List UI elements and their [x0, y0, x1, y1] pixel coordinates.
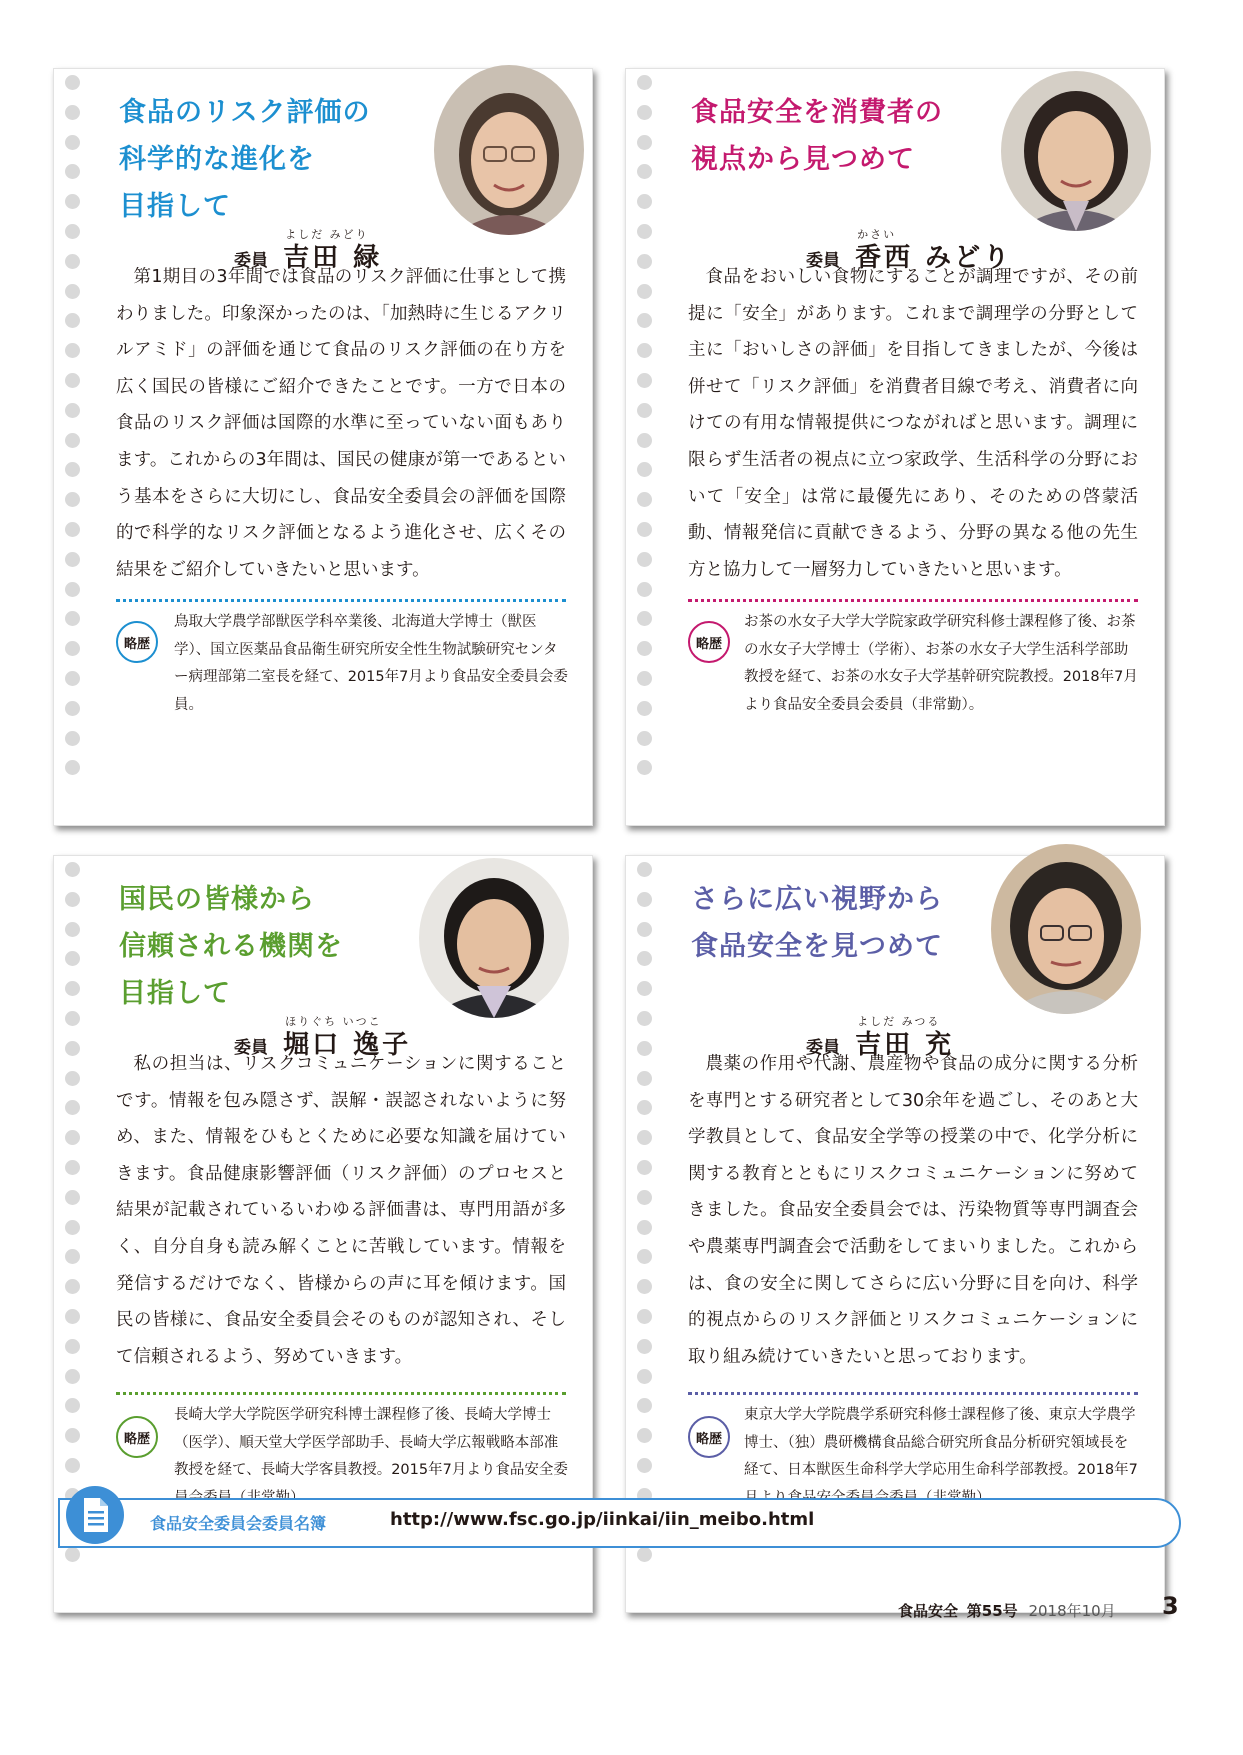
page-number: 3: [1162, 1592, 1179, 1620]
binder-hole: [65, 1339, 80, 1354]
binder-hole: [637, 1458, 652, 1473]
member-portrait: [419, 858, 569, 1018]
binder-hole: [65, 1369, 80, 1384]
binder-hole: [65, 701, 80, 716]
name-reading: よしだ みどり: [285, 228, 369, 241]
binder-hole: [65, 403, 80, 418]
binder-hole: [65, 1130, 80, 1145]
member-name: よしだ みどり 吉田 緑: [283, 228, 383, 273]
binder-hole: [637, 75, 652, 90]
binder-hole: [637, 194, 652, 209]
binder-hole: [65, 343, 80, 358]
member-name: よしだ みつる 吉田 充: [855, 1015, 955, 1060]
binder-hole: [65, 981, 80, 996]
binder-hole: [637, 760, 652, 775]
binder-hole: [637, 552, 652, 567]
binder-hole: [65, 462, 80, 477]
binder-hole: [637, 1339, 652, 1354]
role-label: 委員: [234, 1038, 268, 1058]
binder-hole: [637, 522, 652, 537]
binder-hole: [65, 892, 80, 907]
binder-hole: [65, 1428, 80, 1443]
binder-hole: [65, 194, 80, 209]
bio-text: 長崎大学大学院医学研究科博士課程修了後、長崎大学博士（医学）、順天堂大学医学部助手、長崎大学広報戦略本部准教授を経て、長崎大学客員教授。2015年7月より食品安全委: [174, 1407, 568, 1478]
binder-hole: [637, 373, 652, 388]
binder-hole: [637, 164, 652, 179]
binder-hole: [65, 552, 80, 567]
magazine-name: 食品安全: [898, 1602, 959, 1620]
bio-badge: 略歴: [116, 1416, 158, 1458]
dotted-separator: [688, 1392, 1138, 1395]
binder-hole: [637, 1041, 652, 1056]
issue-date: 2018年10月: [1028, 1602, 1116, 1620]
name-reading: かさい: [857, 228, 897, 241]
role-label: 委員: [234, 251, 268, 271]
binder-hole: [65, 760, 80, 775]
binder-hole: [65, 1100, 80, 1115]
binder-hole: [637, 462, 652, 477]
binder-hole: [65, 254, 80, 269]
member-portrait: [434, 65, 584, 235]
page-footer: [898, 1600, 1116, 1621]
binder-hole: [637, 582, 652, 597]
card-title: さらに広い視野から 食品安全を見つめて: [691, 884, 943, 962]
binder-hole: [637, 1011, 652, 1026]
dotted-separator: [116, 1392, 566, 1395]
binder-hole: [65, 641, 80, 656]
binder-hole: [65, 582, 80, 597]
binder-hole: [65, 1220, 80, 1235]
binder-hole: [65, 105, 80, 120]
binder-hole: [65, 1249, 80, 1264]
binder-hole: [637, 1398, 652, 1413]
binder-hole: [65, 1279, 80, 1294]
ring-holes: [65, 862, 85, 1577]
binder-hole: [637, 1130, 652, 1145]
binder-hole: [637, 892, 652, 907]
dotted-separator: [688, 599, 1138, 602]
card-body: 第1期目の3年間では食品のリスク評価に仕事として携わりました。印象深かったのは、「加熱時に生じるアクリルアミド」の評価を通じて食品のリスク評価の在り方を広く国民の皆様にご紹介できたことです。一方で日本の食品のリスク評価は国際的水準に至っていない面もあります。これからの3年間は、国民の健康が第一であるという基本をさらに大切にし、食品安全委員会の評価を国際的で科学的なリスク評価となるよう進化させ、広くその結果をご紹介していきたいと思います。: [116, 267, 566, 580]
binder-hole: [637, 641, 652, 656]
binder-hole: [637, 862, 652, 877]
binder-hole: [65, 164, 80, 179]
name-reading: よしだ みつる: [857, 1015, 941, 1028]
card-title: 食品のリスク評価の 科学的な進化を 目指して: [119, 97, 371, 222]
binder-hole: [637, 403, 652, 418]
name-reading: ほりぐち いつこ: [285, 1015, 382, 1028]
binder-hole: [65, 75, 80, 90]
binder-hole: [637, 1190, 652, 1205]
binder-hole: [637, 922, 652, 937]
ring-holes: [65, 75, 85, 790]
binder-hole: [637, 611, 652, 626]
binder-hole: [637, 1100, 652, 1115]
card-body: 私の担当は、リスクコミュニケーションに関することです。情報を包み隠さず、誤解・誤認されないように努め、また、情報をひもとくために必要な知識を届けていきます。食品健康影響評価（リスク評価）のプロセスと結果が記載されているいわゆる評価書は、専門用語が多く、自分自身も読み解くことに苦戦しています。情報を発信するだけでなく、皆様からの声に耳を傾けます。国民の皆様に、食品安全委員会そのものが認知され、そして信頼されるよう、努めていきます。: [116, 1054, 566, 1367]
binder-hole: [65, 951, 80, 966]
member-name: かさい 香西 みどり: [855, 228, 1013, 273]
binder-hole: [65, 1071, 80, 1086]
binder-hole: [637, 1309, 652, 1324]
binder-hole: [637, 1279, 652, 1294]
binder-hole: [65, 1190, 80, 1205]
binder-hole: [637, 671, 652, 686]
binder-hole: [637, 284, 652, 299]
binder-hole: [65, 731, 80, 746]
issue-number: 第55号: [966, 1602, 1018, 1620]
card-body: 農薬の作用や代謝、農産物や食品の成分に関する分析を専門とする研究者として30余年を過ごし、そのあと大学教員として、食品安全学等の授業の中で、化学分析に関する教育とともにリスクコミュニケーションに努めてきました。食品安全委員会では、汚染物質等専門調査会や農薬専門調査会で活動をしてまいりました。これからは、食の安全に関してさらに広い分野に目を向け、科学的視点からのリスク評価とリスクコミュニケーションに取り組み続けていきたいと思っております。: [688, 1054, 1138, 1367]
binder-hole: [637, 1249, 652, 1264]
binder-hole: [637, 254, 652, 269]
binder-hole: [637, 224, 652, 239]
binder-hole: [637, 731, 652, 746]
binder-hole: [65, 862, 80, 877]
binder-hole: [637, 1220, 652, 1235]
ring-holes: [637, 862, 657, 1577]
link-label: 食品安全委員会委員名簿: [150, 1514, 327, 1533]
binder-hole: [65, 1160, 80, 1175]
dotted-separator: [116, 599, 566, 602]
document-icon: [66, 1486, 124, 1544]
bio-text: お茶の水女子大学大学院家政学研究科修士課程修了後、お茶の水女子大学博士（学術）、お茶の水女子大学生活科学部助教授を経て、お茶の水女子大学基幹研究院教授。2018年7月より食品安全委員会委員（非常勤）。: [744, 614, 1138, 713]
binder-hole: [637, 343, 652, 358]
binder-hole: [65, 284, 80, 299]
binder-hole: [65, 922, 80, 937]
binder-hole: [65, 1309, 80, 1324]
member-list-link[interactable]: http://www.fsc.go.jp/iinkai/iin_meibo.html: [390, 1509, 815, 1530]
binder-hole: [637, 1160, 652, 1175]
binder-hole: [65, 1041, 80, 1056]
binder-hole: [65, 492, 80, 507]
binder-hole: [65, 135, 80, 150]
binder-hole: [65, 1458, 80, 1473]
binder-hole: [637, 1071, 652, 1086]
bio-text: 東京大学大学院農学系研究科修士課程修了後、東京大学農学博士、（独）農研機構食品総合研究所食品分析研究領域長を経て、日本獣医生命科学大学応用生命科学部教授。2018年7: [744, 1407, 1138, 1478]
card-title: 国民の皆様から 信頼される機関を 目指して: [119, 884, 343, 1009]
bio-text: 鳥取大学農学部獣医学科卒業後、北海道大学博士（獣医学）、国立医薬品食品衛生研究所安全性生物試験研究センター病理部第二室長を経て、2015年7月より食品安全委員会委員。: [174, 614, 568, 713]
member-portrait: [1001, 71, 1151, 231]
binder-hole: [65, 224, 80, 239]
binder-hole: [637, 313, 652, 328]
member-card: [53, 68, 593, 826]
binder-hole: [637, 701, 652, 716]
binder-hole: [637, 492, 652, 507]
bio-badge: 略歴: [688, 1416, 730, 1458]
binder-hole: [65, 671, 80, 686]
binder-hole: [637, 1369, 652, 1384]
member-name: ほりぐち いつこ 堀口 逸子: [283, 1015, 412, 1060]
binder-hole: [65, 1547, 80, 1562]
binder-hole: [637, 135, 652, 150]
member-portrait: [991, 844, 1141, 1014]
ring-holes: [637, 75, 657, 790]
member-card: [625, 68, 1165, 826]
binder-hole: [65, 522, 80, 537]
binder-hole: [65, 611, 80, 626]
bio-badge: 略歴: [688, 621, 730, 663]
binder-hole: [65, 1398, 80, 1413]
binder-hole: [65, 373, 80, 388]
binder-hole: [65, 433, 80, 448]
card-title: 食品安全を消費者の 視点から見つめて: [691, 97, 943, 175]
binder-hole: [637, 1428, 652, 1443]
binder-hole: [65, 313, 80, 328]
card-body: 食品をおいしい食物にすることが調理ですが、その前提に「安全」があります。これまで調理学の分野として主に「おいしさの評価」を目指してきましたが、今後は併せて「リスク評価」を消費者目線で考え、消費者に向けての有用な情報提供につながればと思います。調理に限らず生活者の視点に立つ家政学、生活科学の分野において「安全」は常に最優先にあり、そのための啓蒙活動、情報発信に貢献できるよう、分野の異なる他の先生方と協力して一層努力していきたいと思います。: [688, 267, 1138, 580]
binder-hole: [65, 1011, 80, 1026]
bio-badge: 略歴: [116, 621, 158, 663]
binder-hole: [637, 433, 652, 448]
binder-hole: [637, 981, 652, 996]
role-label: 委員: [806, 1038, 840, 1058]
binder-hole: [637, 105, 652, 120]
binder-hole: [637, 1547, 652, 1562]
binder-hole: [637, 951, 652, 966]
role-label: 委員: [806, 251, 840, 271]
